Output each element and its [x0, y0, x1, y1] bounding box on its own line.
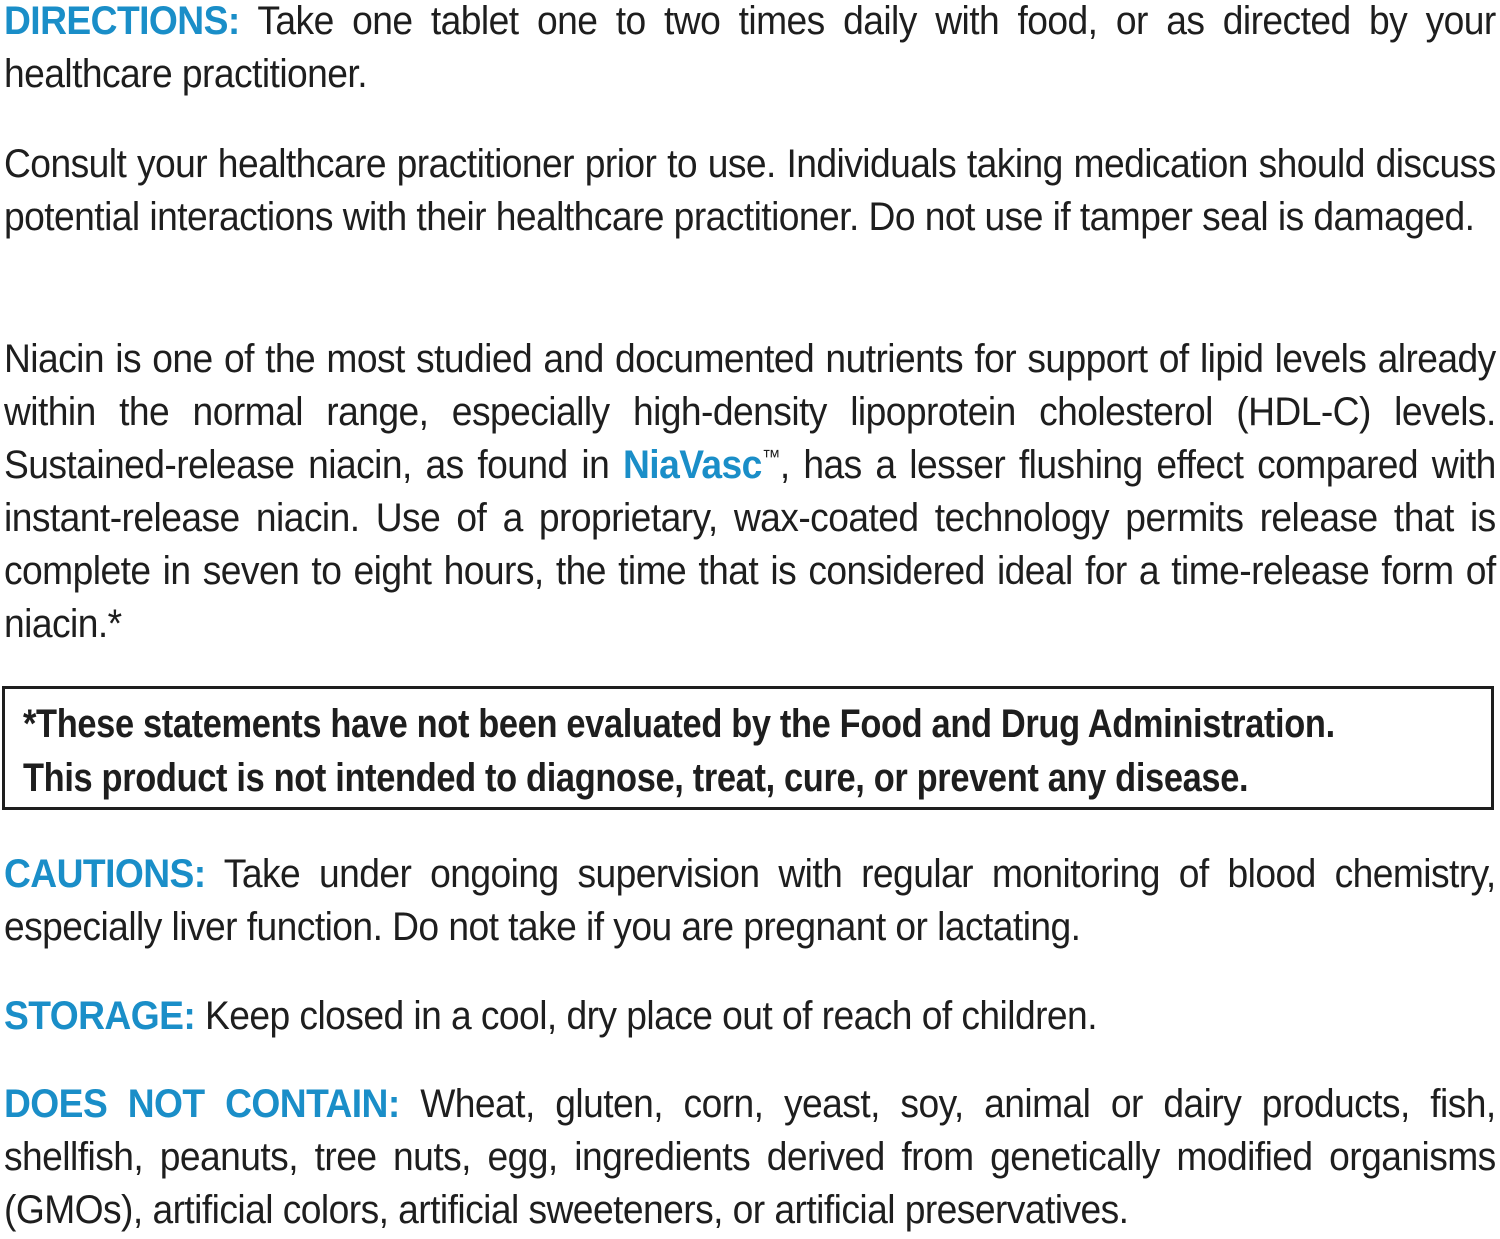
- niacin-paragraph: [4, 333, 1496, 651]
- consult-paragraph: Consult your healthcare practitioner prior to use. Individuals taking medication should discuss potential interactions with their healthcare practitioner. Do not use if tamper seal is damaged.: [4, 142, 1496, 239]
- does-not-contain-label: DOES NOT CONTAIN:: [4, 1082, 400, 1126]
- disclaimer-line-2: This product is not intended to diagnose, treat, cure, or prevent any disease.: [23, 756, 1249, 800]
- storage-paragraph: [4, 990, 1496, 1043]
- cautions-paragraph: [4, 848, 1496, 954]
- fda-disclaimer-text: [23, 697, 1468, 805]
- storage-text: Keep closed in a cool, dry place out of reach of children.: [195, 994, 1097, 1038]
- directions-paragraph: [4, 0, 1496, 101]
- niacin-text-before: Niacin is one of the most studied and documented nutrients for support of lipid levels already within the normal range, especially high-density lipoprotein cholesterol (HDL-C) levels. Sustained-release niacin, as found in: [4, 337, 1496, 487]
- fda-disclaimer-box: [2, 686, 1494, 810]
- storage-label: STORAGE:: [4, 994, 196, 1038]
- does-not-contain-paragraph: [4, 1078, 1496, 1237]
- disclaimer-line-1: *These statements have not been evaluated by the Food and Drug Administration.: [23, 702, 1335, 746]
- directions-label: DIRECTIONS:: [4, 0, 240, 43]
- cautions-label: CAUTIONS:: [4, 852, 206, 896]
- does-not-contain-text: Wheat, gluten, corn, yeast, soy, animal or dairy products, fish, shellfish, peanuts, tree nuts, egg, ingredients derived from genetically modified organisms (GMOs), artificial colors, artificial sweeteners, or artificial preservatives.: [4, 1082, 1496, 1232]
- directions-text: Take one tablet one to two times daily with food, or as directed by your healthcare practitioner.: [4, 0, 1496, 96]
- cautions-text: Take under ongoing supervision with regular monitoring of blood chemistry, especially liver function. Do not take if you are pregnant or lactating.: [4, 852, 1496, 949]
- brand-name: NiaVasc: [623, 443, 762, 487]
- trademark-symbol: ™: [761, 446, 780, 469]
- niacin-text-after: , has a lesser flushing effect compared with instant-release niacin. Use of a proprietary, wax-coated technology permits release that is complete in seven to eight hours, the time that is considered ideal for a time-release form of niacin.*: [4, 443, 1496, 646]
